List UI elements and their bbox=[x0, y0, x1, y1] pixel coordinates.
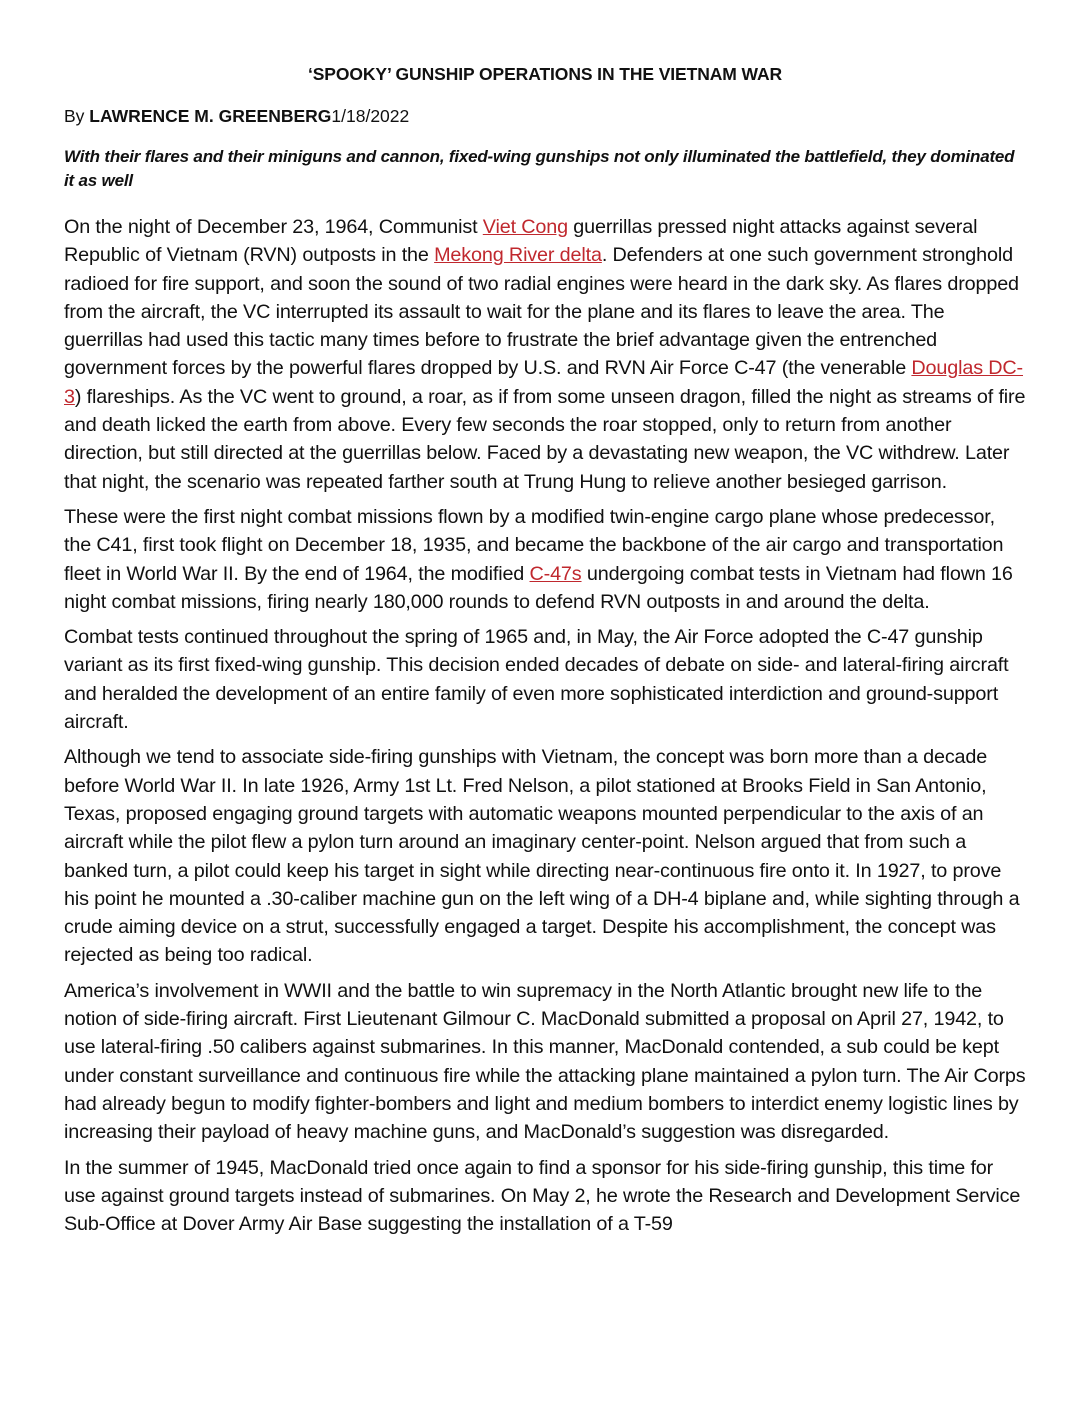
publish-date: 1/18/2022 bbox=[331, 106, 410, 126]
author-name: LAWRENCE M. GREENBERG bbox=[89, 106, 332, 126]
paragraph-3: Combat tests continued throughout the spring of 1965 and, in May, the Air Force adopted the C-47 gunship variant as its first fixed-wing gunship. This decision ended decades of debate on side- and lateral-firing aircraft and heralded the development of an entire family of even more sophisticated interdiction and ground-support aircraft. bbox=[64, 626, 1009, 734]
viet-cong-link[interactable]: Viet Cong bbox=[482, 216, 568, 238]
paragraph-text: guerrillas pressed night attacks against several Republic of Vietnam (RVN) outposts in the bbox=[64, 216, 978, 267]
c47s-link[interactable]: C-47s bbox=[529, 562, 582, 585]
byline-prefix: By bbox=[64, 106, 90, 126]
paragraph-text: These were the first night combat missions flown by a modified twin-engine cargo plane whose predecessor, the C41, first took flight on December 18, 1935, and became the backbone of the air cargo and transportation fleet in World War II. By the end of 1964, the modified bbox=[64, 505, 1004, 585]
douglas-dc3-link[interactable]: Douglas DC-3 bbox=[64, 357, 1023, 408]
article-page bbox=[64, 62, 1026, 1245]
article-dek: With their flares and their miniguns and cannon, fixed-wing gunships not only illuminated the battlefield, they dominated it as well bbox=[64, 147, 1015, 190]
paragraph-5: America’s involvement in WWII and the battle to win supremacy in the North Atlantic brought new life to the notion of side-firing aircraft. First Lieutenant Gilmour C. MacDonald submitted a proposal on April 27, 1942, to use lateral-firing .50 calibers against submarines. In this manner, MacDonald contended, a sub could be kept under constant surveillance and continuous fire while the attacking plane maintained a pylon turn. The Air Corps had already begun to modify fighter-bombers and light and medium bombers to interdict enemy logistic lines by increasing their payload of heavy machine guns, and MacDonald’s suggestion was disregarded. bbox=[64, 979, 1026, 1144]
mekong-river-delta-link[interactable]: Mekong River delta bbox=[434, 244, 602, 267]
paragraph-4: Although we tend to associate side-firing gunships with Vietnam, the concept was born more than a decade before World War II. In late 1926, Army 1st Lt. Fred Nelson, a pilot stationed at Brooks Field in San Antonio, Texas, proposed engaging ground targets with automatic weapons mounted perpendicular to the axis of an aircraft while the pilot flew a pylon turn around an imaginary center-point. Nelson argued that from such a banked turn, a pilot could keep his target in sight while directing near-continuous fire onto it. In 1927, to prove his point he mounted a .30-caliber machine gun on the left wing of a DH-4 biplane and, while sighting through a crude aiming device on a strut, successfully engaged a target. Despite his accomplishment, the concept was rejected as being too radical. bbox=[64, 746, 1020, 967]
paragraph-1 bbox=[64, 213, 1026, 496]
paragraph-text: . Defenders at one such government stronghold radioed for fire support, and soon the sound of two radial engines were heard in the dark sky. As flares dropped from the aircraft, the VC interrupted its assault to wait for the plane and its flares to leave the area. The guerrillas had used this tactic many times before to frustrate the brief advantage given the entrenched government forces by the powerful flares dropped by U.S. and RVN Air Force C-47 (the venerable bbox=[64, 244, 1019, 380]
paragraph-text: undergoing combat tests in Vietnam had flown 16 night combat missions, firing nearly 180,000 rounds to defend RVN outposts in and around the delta. bbox=[64, 562, 1013, 613]
paragraph-text: On the night of December 23, 1964, Communist bbox=[64, 216, 483, 238]
article-title: ‘SPOOKY’ GUNSHIP OPERATIONS IN THE VIETNAM WAR bbox=[307, 64, 783, 84]
paragraph-text: ) flareships. As the VC went to ground, a roar, as if from some unseen dragon, filled the night as streams of fire and death licked the earth from above. Every few seconds the roar stopped, only to return from another direction, but still directed at the guerrillas below. Faced by a devastating new weapon, the VC withdrew. Later that night, the scenario was repeated farther south at Trung Hung to relieve another besieged garrison. bbox=[64, 385, 1026, 493]
byline bbox=[64, 104, 1026, 128]
paragraph-2 bbox=[64, 503, 1026, 616]
paragraph-6: In the summer of 1945, MacDonald tried once again to find a sponsor for his side-firing gunship, this time for use against ground targets instead of submarines. On May 2, he wrote the Research and Development Service Sub-Office at Dover Army Air Base suggesting the installation of a T-59 bbox=[64, 1156, 1021, 1236]
